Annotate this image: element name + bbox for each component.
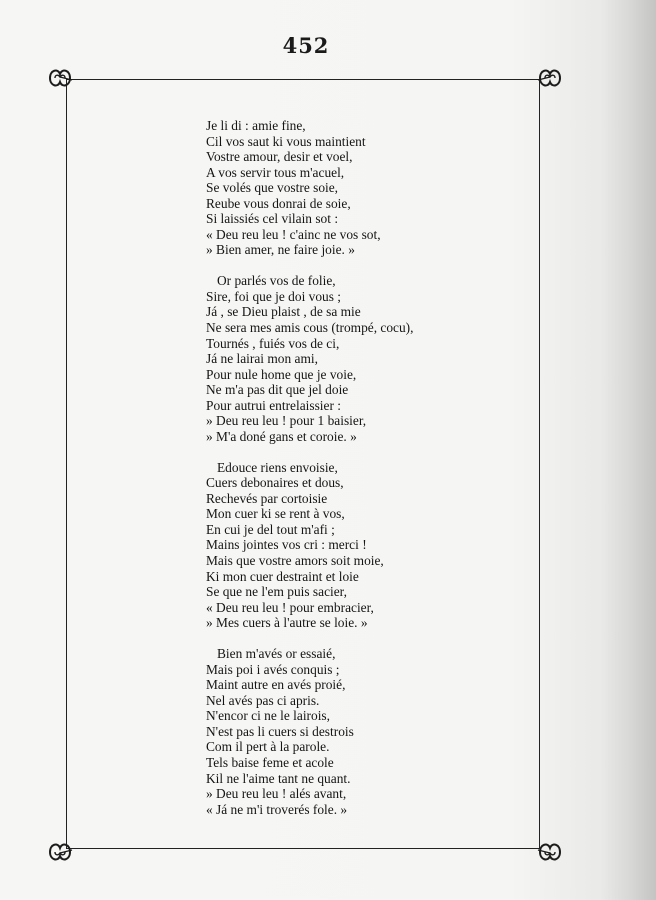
poem-line: » Bien amer, ne faire joie. » <box>206 242 355 258</box>
flourish-icon <box>536 64 564 92</box>
poem-line: Se volés que vostre soie, <box>206 180 339 196</box>
poem-line: Mais poi i avés conquis ; <box>206 661 340 677</box>
poem-line: Mains jointes vos cri : merci ! <box>206 537 367 553</box>
poem-line: Pour nule home que je voie, <box>206 366 357 382</box>
page-number: 452 <box>282 33 330 58</box>
poem-line: Je li di : amie fine, <box>206 118 306 133</box>
stanza <box>206 118 516 258</box>
poem-line: Tournés , fuiés vos de ci, <box>206 335 340 351</box>
poem-line: Se que ne l'em puis sacier, <box>206 584 347 600</box>
poem-line: Mon cuer ki se rent à vos, <box>206 506 345 522</box>
poem-line: Si laissiés cel vilain sot : <box>206 211 339 227</box>
flourish-icon <box>46 838 74 866</box>
poem-line: A vos servir tous m'acuel, <box>206 164 345 180</box>
poem-line: N'encor ci ne le lairois, <box>206 708 330 724</box>
poem-line: Cil vos saut ki vous maintient <box>206 133 366 149</box>
poem-line: Mais que vostre amors soit moie, <box>206 553 384 568</box>
poem-line: Reube vous donrai de soie, <box>206 195 351 211</box>
flourish-icon <box>46 64 74 92</box>
poem-line: Or parlés vos de folie, <box>217 273 336 289</box>
poem-line: « Deu reu leu ! pour embracier, <box>206 599 374 615</box>
poem-line: Kil ne l'aime tant ne quant. <box>206 770 351 786</box>
poem-line: Nel avés pas ci apris. <box>206 692 320 708</box>
poem-line: Vostre amour, desir et voel, <box>206 149 353 165</box>
poem-line: Ki mon cuer destraint et loie <box>206 568 359 584</box>
poem-line: Já ne lairai mon ami, <box>206 351 318 367</box>
poem-line: » Deu reu leu ! pour 1 baisier, <box>206 413 367 429</box>
poem-line: Ne m'a pas dit que jel doie <box>206 382 349 398</box>
poem-text <box>206 118 516 833</box>
page-edge-shadow <box>600 0 656 900</box>
poem-line: » M'a doné gans et coroie. » <box>206 428 357 444</box>
poem-line: N'est pas li cuers si destrois <box>206 723 354 739</box>
poem-line: Pour autrui entrelaissier : <box>206 397 341 413</box>
poem-line: « Deu reu leu ! c'ainc ne vos sot, <box>206 226 381 242</box>
poem-line: « Já ne m'i troverés fole. » <box>206 801 348 817</box>
poem-line: En cui je del tout m'afi ; <box>206 521 335 537</box>
stanza <box>206 273 516 444</box>
poem-line: Rechevés par cortoisie <box>206 490 328 506</box>
poem-line: » Mes cuers à l'autre se loie. » <box>206 615 368 631</box>
poem-line: Cuers debonaires et dous, <box>206 475 344 491</box>
stanza <box>206 460 516 631</box>
poem-line: Maint autre en avés proié, <box>206 677 346 693</box>
stanza <box>206 646 516 817</box>
poem-line: Já , se Dieu plaist , de sa mie <box>206 304 361 320</box>
poem-line: Sire, foi que je doi vous ; <box>206 288 342 304</box>
poem-line: Tels baise feme et acole <box>206 754 334 770</box>
poem-line: Edouce riens envoisie, <box>217 459 338 475</box>
poem-line: Bien m'avés or essaié, <box>217 646 336 662</box>
poem-line: Ne sera mes amis cous (trompé, cocu), <box>206 319 414 335</box>
flourish-icon <box>536 838 564 866</box>
poem-line: » Deu reu leu ! alés avant, <box>206 786 347 802</box>
poem-line: Com il pert à la parole. <box>206 739 330 755</box>
